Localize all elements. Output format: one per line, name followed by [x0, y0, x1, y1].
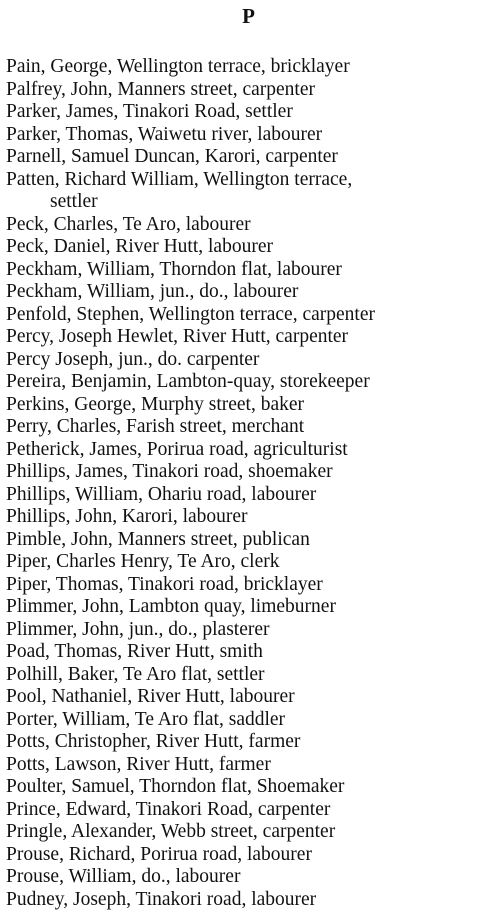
- directory-entry: Pudney, Joseph, Tinakori road, labourer: [6, 888, 317, 910]
- directory-entry: Pool, Nathaniel, River Hutt, labourer: [6, 686, 295, 707]
- directory-entry: Percy, Joseph Hewlet, River Hutt, carpenter: [6, 326, 349, 347]
- entry-list: [6, 56, 496, 911]
- directory-entry: Pringle, Alexander, Webb street, carpenter: [6, 821, 336, 842]
- directory-entry: Peck, Daniel, River Hutt, labourer: [6, 236, 273, 257]
- directory-entry: Potts, Lawson, River Hutt, farmer: [6, 753, 271, 775]
- directory-entry: Peck, Charles, Te Aro, labourer: [6, 213, 251, 235]
- directory-entry: Perkins, George, Murphy street, baker: [6, 393, 305, 415]
- directory-entry: Potts, Christopher, River Hutt, farmer: [6, 731, 301, 752]
- directory-entry: Prince, Edward, Tinakori Road, carpenter: [6, 798, 331, 820]
- directory-entry: Palfrey, John, Manners street, carpenter: [6, 78, 315, 100]
- directory-entry: Poulter, Samuel, Thorndon flat, Shoemaker: [6, 776, 345, 797]
- directory-entry: Parker, Thomas, Waiwetu river, labourer: [6, 123, 323, 145]
- directory-entry: Poad, Thomas, River Hutt, smith: [6, 641, 263, 662]
- directory-entry: Pereira, Benjamin, Lambton-quay, storekeeper: [6, 371, 370, 392]
- directory-entry: Peckham, William, Thorndon flat, labourer: [6, 258, 342, 280]
- directory-entry: Polhill, Baker, Te Aro flat, settler: [6, 663, 265, 685]
- directory-entry: Peckham, William, jun., do., labourer: [6, 281, 299, 302]
- section-heading: P: [242, 4, 256, 28]
- directory-entry: Perry, Charles, Farish street, merchant: [6, 416, 305, 437]
- directory-entry: Piper, Thomas, Tinakori road, bricklayer: [6, 573, 323, 595]
- directory-entry: Phillips, William, Ohariu road, labourer: [6, 483, 317, 505]
- directory-entry: Petherick, James, Porirua road, agriculturist: [6, 438, 348, 460]
- directory-entry: Percy Joseph, jun., do. carpenter: [6, 348, 260, 370]
- directory-entry: Phillips, John, Karori, labourer: [6, 506, 248, 527]
- directory-entry: Plimmer, John, Lambton quay, limeburner: [6, 596, 336, 617]
- directory-entry: Parker, James, Tinakori Road, settler: [6, 101, 293, 122]
- directory-entry: Parnell, Samuel Duncan, Karori, carpenter: [6, 146, 338, 167]
- directory-entry: Piper, Charles Henry, Te Aro, clerk: [6, 551, 280, 572]
- directory-entry: Patten, Richard William, Wellington terrace,: [6, 168, 353, 190]
- directory-entry: Penfold, Stephen, Wellington terrace, carpenter: [6, 303, 375, 325]
- directory-entry: Prouse, William, do., labourer: [6, 866, 241, 887]
- directory-entry: Porter, William, Te Aro flat, saddler: [6, 708, 286, 730]
- directory-entry: Pimble, John, Manners street, publican: [6, 528, 310, 550]
- directory-entry: Prouse, Richard, Porirua road, labourer: [6, 843, 312, 865]
- directory-entry: Pain, George, Wellington terrace, bricklayer: [6, 56, 350, 77]
- directory-entry: Plimmer, John, jun., do., plasterer: [6, 618, 270, 640]
- directory-entry: Phillips, James, Tinakori road, shoemaker: [6, 461, 333, 482]
- directory-entry-continuation: settler: [50, 191, 98, 212]
